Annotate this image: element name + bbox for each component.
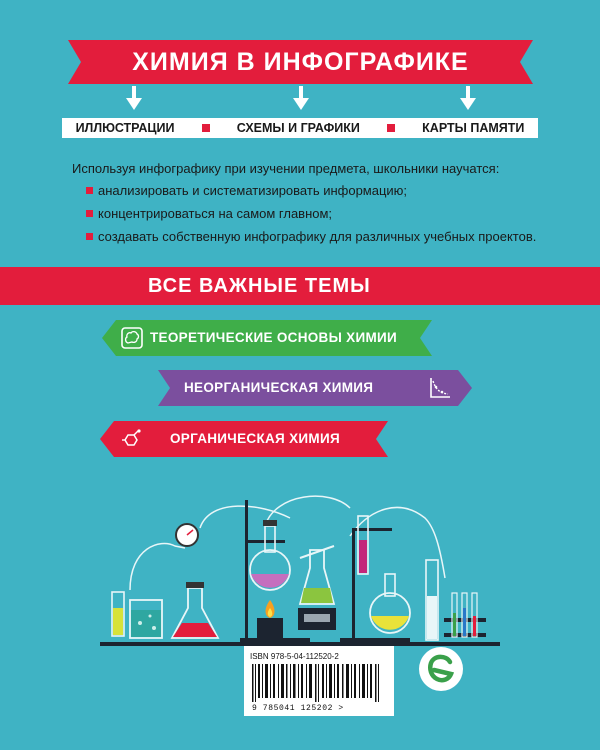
topic-banner-inorganic [158, 370, 472, 406]
bullet-square [86, 233, 93, 240]
topic-banner-theoretical [102, 320, 432, 356]
book-title: ХИМИЯ В ИНФОГРАФИКЕ [132, 48, 469, 76]
stand-rod [245, 500, 248, 640]
bullet-text: создавать собственную инфографику для различных учебных проектов. [98, 229, 537, 244]
barcode-digits: 9 785041 125202 > [252, 704, 344, 713]
bullet-square [86, 210, 93, 217]
burner [257, 618, 283, 638]
separator-square [387, 124, 395, 132]
bullet-square [86, 187, 93, 194]
lab-equipment-illustration [100, 488, 500, 648]
tube [130, 543, 185, 590]
isbn-text: ISBN 978-5-04-112520-2 [250, 652, 339, 661]
barcode-bars [252, 664, 386, 702]
bullet-text: анализировать и систематизировать информацию; [98, 183, 408, 198]
barcode-box [244, 646, 394, 716]
cylinder-liquid [113, 608, 123, 635]
topic-label: ТЕОРЕТИЧЕСКИЕ ОСНОВЫ ХИМИИ [150, 330, 398, 345]
graph-icon [428, 376, 452, 400]
publisher-logo-icon [416, 644, 466, 694]
bullet-text: концентрироваться на самом главном; [98, 206, 333, 221]
tube [265, 496, 350, 526]
intro-text: Используя инфографику при изучении предмета, школьники научатся: [72, 161, 500, 176]
beaker-liquid [131, 610, 161, 637]
topics-title: ВСЕ ВАЖНЫЕ ТЕМЫ [148, 275, 371, 297]
topic-label: ОРГАНИЧЕСКАЯ ХИМИЯ [170, 431, 340, 446]
feature-mind-maps: КАРТЫ ПАМЯТИ [422, 121, 525, 135]
feature-schemes: СХЕМЫ И ГРАФИКИ [236, 121, 360, 135]
bullet-item [86, 183, 407, 198]
feature-illustrations: ИЛЛЮСТРАЦИИ [75, 121, 175, 135]
arrow-down-icon [124, 86, 144, 112]
arrow-down-icon [291, 86, 311, 112]
brain-icon [120, 326, 144, 350]
bullet-item [86, 206, 332, 221]
molecule-icon [120, 427, 144, 451]
topic-label: НЕОРГАНИЧЕСКАЯ ХИМИЯ [184, 380, 374, 395]
stand-rod [352, 528, 355, 640]
title-ribbon [68, 40, 533, 84]
arrow-down-icon [458, 86, 478, 112]
separator-square [202, 124, 210, 132]
feature-strip [62, 118, 538, 138]
bullet-item [86, 229, 536, 244]
topic-banner-organic [100, 421, 388, 457]
